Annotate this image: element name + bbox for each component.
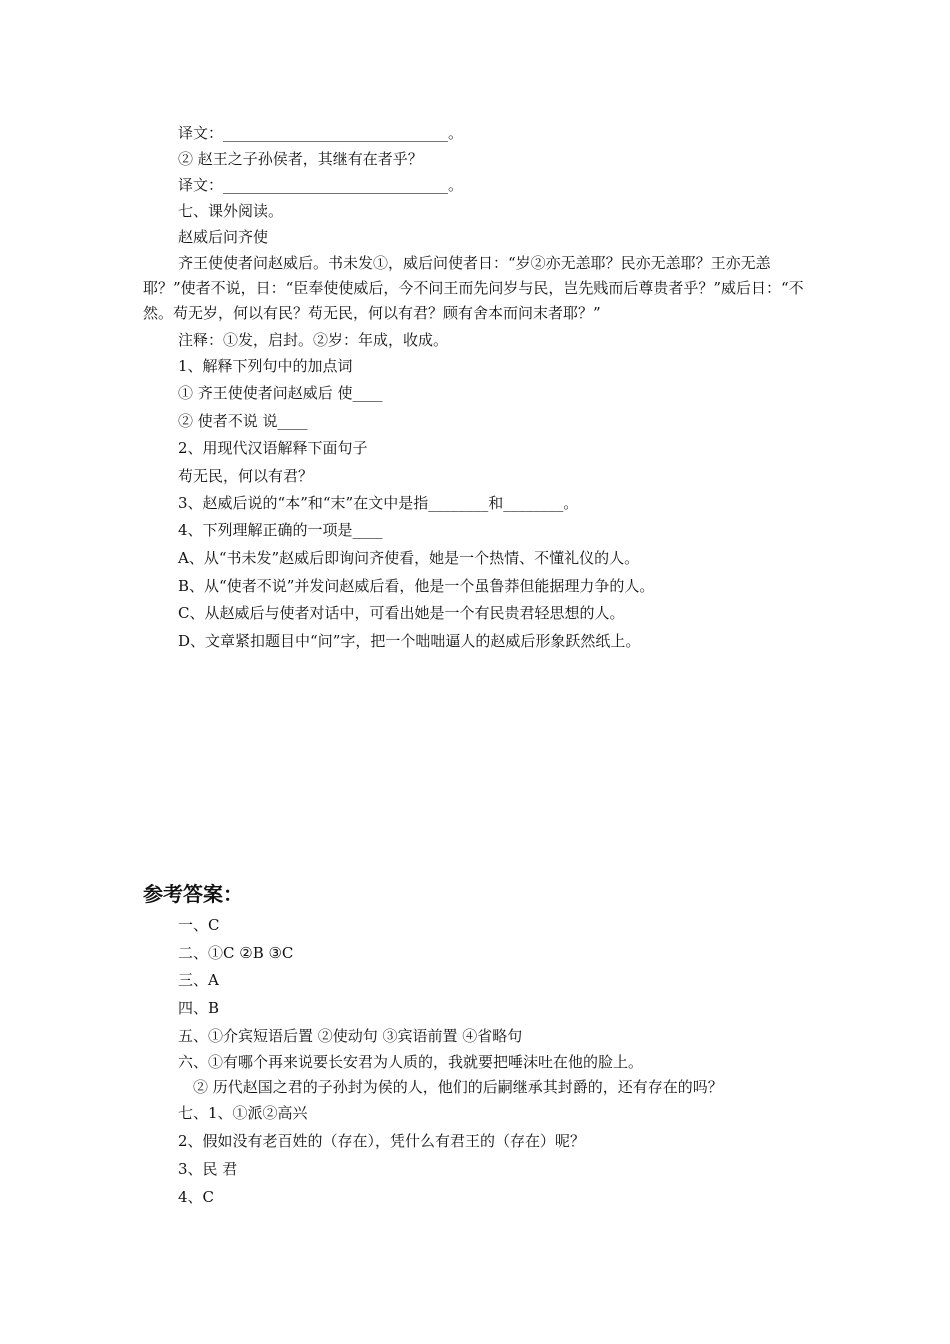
answer-item: 三、A — [178, 971, 219, 989]
option-b: B、从“使者不说”并发问赵威后看，他是一个虽鲁莽但能据理力争的人。 — [178, 577, 655, 595]
passage-note: 注释：①发，启封。②岁：年成，收成。 — [178, 331, 449, 349]
passage-title: 赵威后问齐使 — [178, 228, 269, 246]
question-2-sentence: 苟无民，何以有君？ — [178, 467, 314, 485]
question-1: 1、解释下列句中的加点词 — [178, 357, 353, 375]
section-seven-title: 七、课外阅读。 — [178, 202, 284, 220]
answer-item: 二、①C ②B ③C — [178, 944, 294, 962]
answer-item: 五、①介宾短语后置 ②使动句 ③宾语前置 ④省略句 — [178, 1027, 523, 1045]
question-1-item-1: ① 齐王使使者问赵威后 使____ — [178, 384, 383, 402]
question-1-item-2: ② 使者不说 说____ — [178, 412, 308, 430]
answer-item: 七、1、①派②高兴 — [178, 1104, 308, 1122]
answer-item: 六、①有哪个再来说要长安君为人质的，我就要把唾沫吐在他的脸上。 — [178, 1053, 644, 1071]
option-c: C、从赵威后与使者对话中，可看出她是一个有民贵君轻思想的人。 — [178, 604, 625, 622]
question-4: 4、下列理解正确的一项是____ — [178, 521, 383, 539]
passage-text: 齐王使使者问赵威后。书未发①，威后问使者日：“岁②亦无恙耶？民亦无恙耶？王亦无恙耶？”使者不说，日：“臣奉使使威后，今不问王而先问岁与民，岂先贱而后尊贵者乎？”威后日：“不然。苟无岁，何以有民？苟无民，何以有君？顾有舍本而问末者耶？” — [143, 254, 804, 322]
question-sentence-2: ② 赵王之子孙侯者，其继有在者乎？ — [178, 150, 423, 168]
answer-item: 4、C — [178, 1188, 215, 1206]
answer-item: 3、民 君 — [178, 1160, 238, 1178]
answer-item: 一、C — [178, 916, 220, 934]
question-3: 3、赵威后说的“本”和“末”在文中是指________和________。 — [178, 494, 579, 512]
answer-item: 2、假如没有老百姓的（存在），凭什么有君王的（存在）呢？ — [178, 1132, 586, 1150]
answer-item: 四、B — [178, 999, 220, 1017]
answers-heading: 参考答案： — [143, 882, 243, 906]
option-d: D、文章紧扣题目中“问”字，把一个咄咄逼人的赵威后形象跃然纸上。 — [178, 632, 641, 650]
translation-blank-1: 译文：______________________________。 — [178, 124, 464, 142]
answer-item: ② 历代赵国之君的子孙封为侯的人，他们的后嗣继承其封爵的，还有存在的吗？ — [193, 1078, 723, 1096]
option-a: A、从“书未发”赵威后即询问齐使看，她是一个热情、不懂礼仪的人。 — [178, 549, 640, 567]
question-2: 2、用现代汉语解释下面句子 — [178, 439, 368, 457]
translation-blank-2: 译文：______________________________。 — [178, 176, 464, 194]
